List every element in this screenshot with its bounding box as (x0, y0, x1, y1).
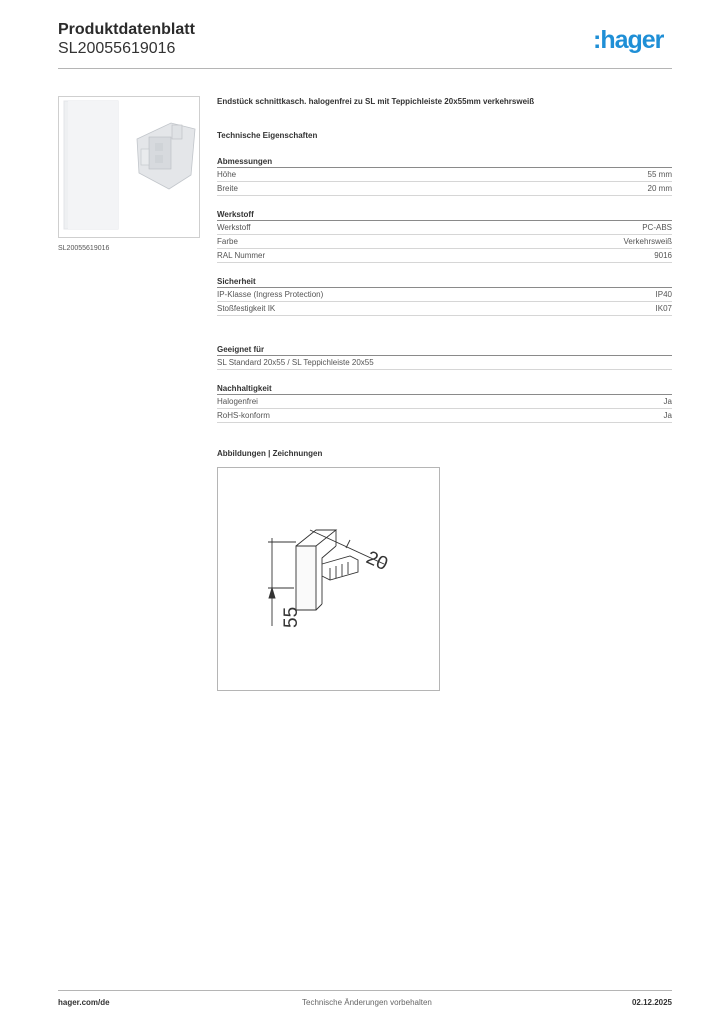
table-row: Breite 20 mm (217, 182, 672, 196)
table-row: Farbe Verkehrsweiß (217, 235, 672, 249)
section-abmessungen (217, 157, 672, 196)
footer-divider (58, 990, 672, 991)
hager-logo (593, 27, 675, 55)
width-dimension-label: 20 (362, 547, 391, 576)
height-dimension-label: 55 (281, 606, 302, 628)
footer-note: Technische Änderungen vorbehalten (302, 998, 432, 1007)
footer-date: 02.12.2025 (631, 998, 672, 1007)
page-title: Produktdatenblatt (58, 21, 195, 38)
section-sicherheit (217, 277, 672, 316)
header-divider (58, 68, 672, 69)
table-row: Werkstoff PC-ABS (217, 221, 672, 235)
section-title: Werkstoff (217, 210, 672, 221)
section-title: Abmessungen (217, 157, 672, 168)
table-row: RoHS-konform Ja (217, 409, 672, 423)
drawings-heading: Abbildungen | Zeichnungen (217, 449, 323, 458)
table-row: SL Standard 20x55 / SL Teppichleiste 20x55 (217, 356, 672, 370)
product-id: SL20055619016 (58, 40, 176, 57)
table-row: Stoßfestigkeit IK IK07 (217, 302, 672, 316)
section-title: Sicherheit (217, 277, 672, 288)
technical-drawing (217, 467, 440, 691)
section-werkstoff (217, 210, 672, 263)
footer-website[interactable]: hager.com/de (58, 998, 110, 1007)
table-row: IP-Klasse (Ingress Protection) IP40 (217, 288, 672, 302)
thumbnail-caption: SL20055619016 (58, 245, 110, 252)
table-row: Höhe 55 mm (217, 168, 672, 182)
section-geeignet-fuer (217, 345, 672, 370)
product-description: Endstück schnittkasch. halogenfrei zu SL mit Teppichleiste 20x55mm verkehrsweiß (217, 97, 535, 106)
dimension-drawing (218, 468, 439, 690)
technical-properties-heading: Technische Eigenschaften (217, 131, 318, 140)
section-nachhaltigkeit (217, 384, 672, 423)
table-row: Halogenfrei Ja (217, 395, 672, 409)
logo-wordmark: :hager (593, 27, 664, 54)
table-row: RAL Nummer 9016 (217, 249, 672, 263)
product-image (59, 97, 199, 237)
section-title: Nachhaltigkeit (217, 384, 672, 395)
product-thumbnail (58, 96, 200, 238)
section-title: Geeignet für (217, 345, 672, 356)
